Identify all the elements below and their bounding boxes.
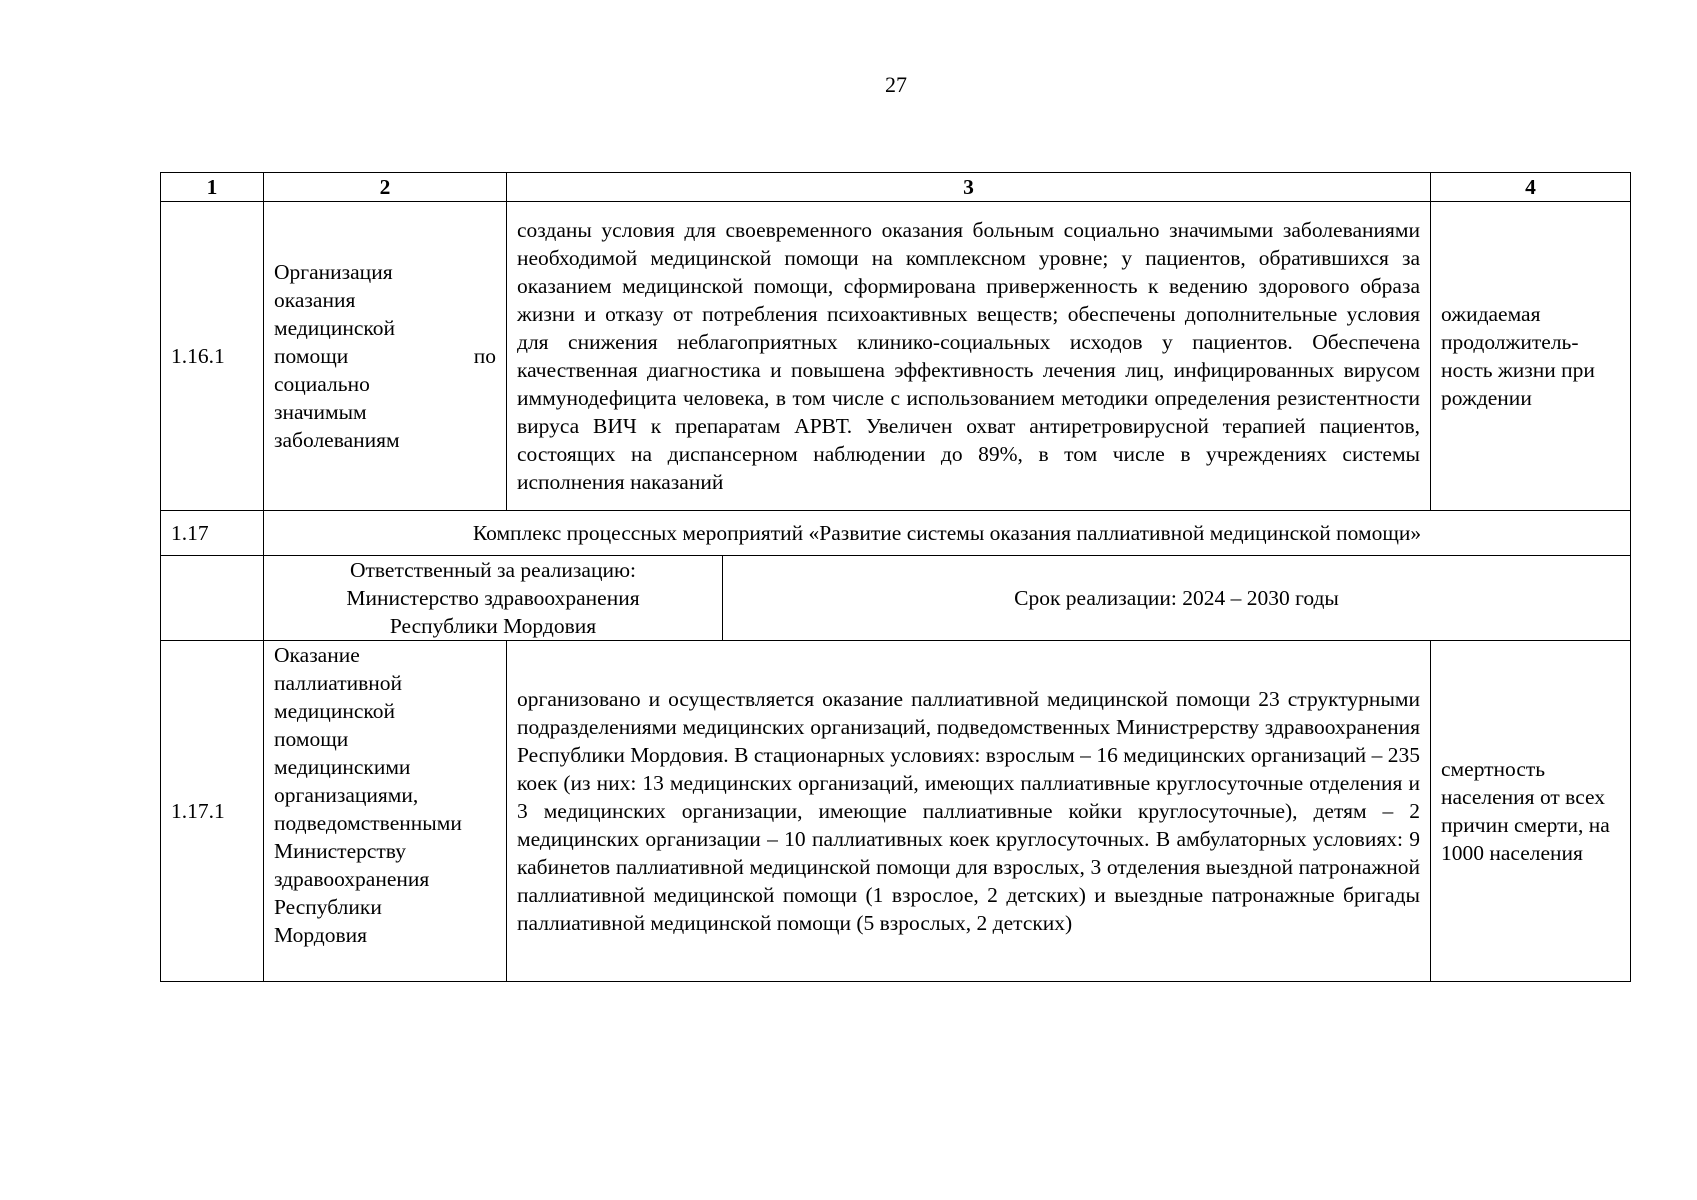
name-line-pair bbox=[274, 342, 496, 370]
table-row-responsible bbox=[161, 556, 1631, 641]
responsible-term-cell bbox=[264, 556, 1631, 641]
name-line: организациями, bbox=[274, 783, 419, 807]
name-line: значимым bbox=[274, 400, 367, 424]
header-col-4: 4 bbox=[1431, 173, 1631, 202]
measure-description: созданы условия для своевременного оказания больным социально значимыми заболеваниями необходимой медицинской помощи на комплексном уровне; у пациентов, обратившихся за оказанием медицинской помощи, сформирована приверженность к ведению здорового образа жизни и отказу от потребления психоактивных веществ; обеспечены дополнительные условия для снижения неблагоприятных клинико-социальных исходов у пациентов. Обеспечена качественная диагностика и повышена эффективность лечения лиц, инфицированных вирусом иммунодефицита человека, в том числе с использованием методики определения резистентности вируса ВИЧ к препаратам АРВТ. Увеличен охват антиретровирусной терапией пациентов, состоящих на диспансерном наблюдении до 89%, в том числе в учреждениях системы исполнения наказаний bbox=[507, 202, 1431, 511]
indicator: ожидаемая продолжитель-ность жизни при рождении bbox=[1431, 202, 1631, 511]
empty-cell bbox=[161, 556, 264, 641]
header-col-3: 3 bbox=[507, 173, 1431, 202]
name-line: Организация bbox=[274, 260, 393, 284]
name-line: социально bbox=[274, 372, 370, 396]
name-line: помощи bbox=[274, 344, 349, 368]
term-block bbox=[723, 556, 1630, 640]
responsible-line: Ответственный за реализацию: bbox=[349, 558, 636, 582]
table-header-row bbox=[161, 173, 1631, 202]
name-line: помощи bbox=[274, 727, 349, 751]
name-line: здравоохранения bbox=[274, 867, 430, 891]
name-line: заболеваниям bbox=[274, 428, 400, 452]
name-line: паллиативной bbox=[274, 671, 403, 695]
name-line: медицинской bbox=[274, 699, 395, 723]
measure-description: организовано и осуществляется оказание паллиативной медицинской помощи 23 структурными подразделениями медицинских организаций, подведомственных Министрерству здравоохранения Республики Мордовия. В стационарных условиях: взрослым – 16 медицинских организаций – 235 коек (из них: 13 медицинских организаций, имеющих паллиативные круглосуточные отделения и 3 медицинских организации, имеющие паллиативные койки круглосуточные), детям – 2 медицинских организации – 10 паллиативных коек круглосуточных. В амбулаторных условиях: 9 кабинетов паллиативной медицинской помощи для взрослых, 3 отделения выездной патронажной паллиативной медицинской помощи (1 взрослое, 2 детских) и выездные патронажные бригады паллиативной медицинской помощи (5 взрослых, 2 детских) bbox=[507, 641, 1431, 982]
measure-name bbox=[264, 641, 507, 982]
responsible-block bbox=[264, 556, 723, 640]
responsible-line: Министерство здравоохранения bbox=[346, 586, 640, 610]
name-line: Мордовия bbox=[274, 923, 368, 947]
header-col-2: 2 bbox=[264, 173, 507, 202]
row-number: 1.16.1 bbox=[161, 202, 264, 511]
row-number: 1.17.1 bbox=[161, 641, 264, 982]
term-text: Срок реализации: 2024 – 2030 годы bbox=[1014, 586, 1339, 610]
header-col-1: 1 bbox=[161, 173, 264, 202]
name-line: Республики bbox=[274, 895, 382, 919]
responsible-line: Республики Мордовия bbox=[389, 614, 597, 638]
complex-title: Комплекс процессных мероприятий «Развитие системы оказания паллиативной медицинской помощи» bbox=[264, 511, 1631, 556]
measures-table bbox=[160, 172, 1631, 982]
name-line: медицинскими bbox=[274, 755, 411, 779]
table-row-1-17 bbox=[161, 511, 1631, 556]
page-number: 27 bbox=[885, 72, 907, 97]
name-line: подведомственными bbox=[274, 811, 462, 835]
table-row-1-17-1 bbox=[161, 641, 1631, 982]
name-line: медицинской bbox=[274, 316, 395, 340]
name-line: по bbox=[473, 344, 496, 368]
indicator: смертность населения от всех причин смерти, на 1000 населения bbox=[1431, 641, 1631, 982]
name-line: Оказание bbox=[274, 643, 360, 667]
name-line: Министерству bbox=[274, 839, 406, 863]
measure-name bbox=[264, 202, 507, 511]
name-line: оказания bbox=[274, 288, 356, 312]
table-row-1-16-1 bbox=[161, 202, 1631, 511]
row-number: 1.17 bbox=[161, 511, 264, 556]
